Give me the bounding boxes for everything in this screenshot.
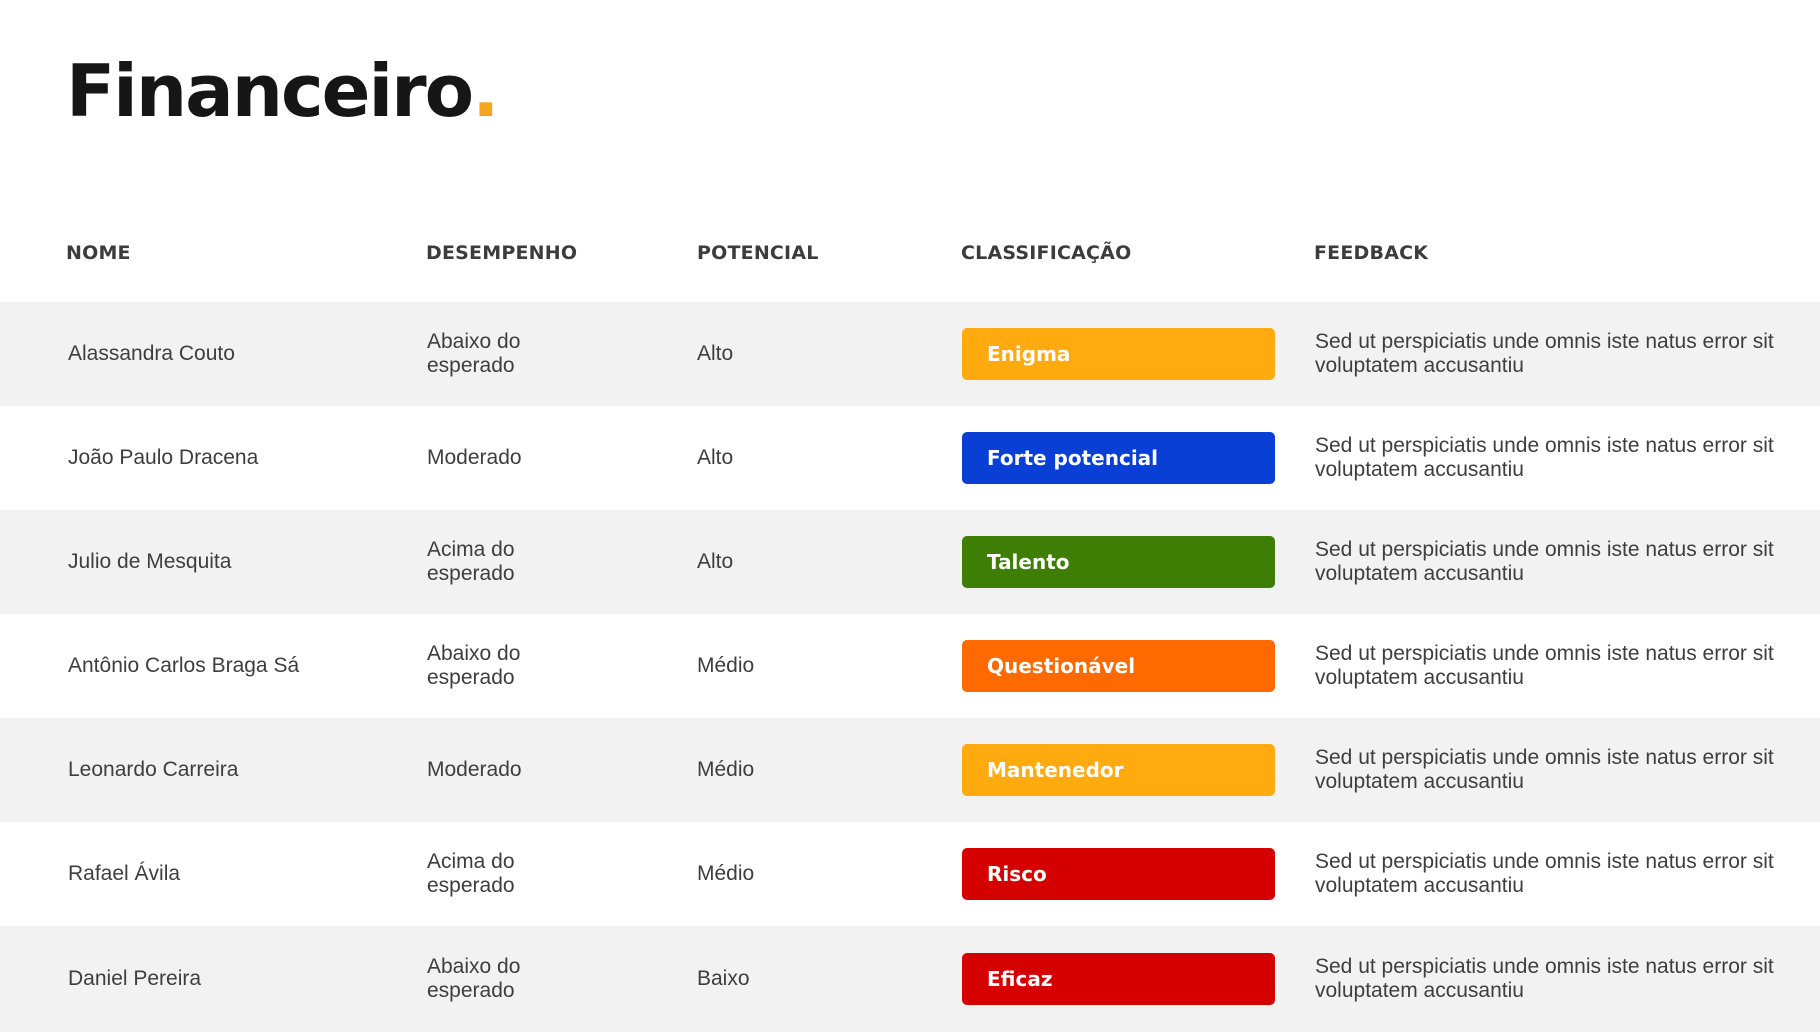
column-header-classificacao: CLASSIFICAÇÃO: [961, 242, 1132, 264]
cell-potencial: Médio: [697, 862, 755, 885]
classification-badge: Talento: [962, 536, 1275, 588]
table-row: [0, 510, 1820, 614]
table-row: [0, 822, 1820, 926]
cell-feedback: Sed ut perspiciatis unde omnis iste natus error sit voluptatem accusantiu: [1315, 330, 1774, 377]
cell-classificacao: [962, 744, 1275, 796]
page-title: [66, 48, 498, 134]
table-row: [0, 614, 1820, 718]
cell-feedback: Sed ut perspiciatis unde omnis iste natus error sit voluptatem accusantiu: [1315, 746, 1774, 793]
cell-classificacao: [962, 640, 1275, 692]
cell-classificacao: [962, 432, 1275, 484]
cell-desempenho: Acima do esperado: [427, 538, 515, 585]
classification-badge: Enigma: [962, 328, 1275, 380]
cell-potencial: Alto: [697, 446, 734, 469]
cell-feedback: Sed ut perspiciatis unde omnis iste natus error sit voluptatem accusantiu: [1315, 538, 1774, 585]
classification-badge: Risco: [962, 848, 1275, 900]
table-header: [0, 206, 1820, 302]
cell-classificacao: [962, 953, 1275, 1005]
cell-nome: Rafael Ávila: [68, 862, 181, 885]
cell-feedback: Sed ut perspiciatis unde omnis iste natus error sit voluptatem accusantiu: [1315, 642, 1774, 689]
classification-badge: Forte potencial: [962, 432, 1275, 484]
cell-desempenho: Moderado: [427, 758, 522, 781]
page-title-dot: .: [472, 49, 498, 133]
page-title-text: Financeiro: [66, 49, 473, 133]
cell-classificacao: [962, 848, 1275, 900]
cell-classificacao: [962, 536, 1275, 588]
cell-potencial: Médio: [697, 654, 755, 677]
table-row: [0, 926, 1820, 1032]
cell-feedback: Sed ut perspiciatis unde omnis iste natus error sit voluptatem accusantiu: [1315, 850, 1774, 897]
table-row: [0, 302, 1820, 406]
cell-nome: João Paulo Dracena: [68, 446, 259, 469]
classification-badge: Mantenedor: [962, 744, 1275, 796]
cell-nome: Leonardo Carreira: [68, 758, 239, 781]
cell-feedback: Sed ut perspiciatis unde omnis iste natus error sit voluptatem accusantiu: [1315, 955, 1774, 1002]
cell-desempenho: Abaixo do esperado: [427, 642, 521, 689]
table-row: [0, 718, 1820, 822]
column-header-feedback: FEEDBACK: [1314, 242, 1429, 264]
cell-feedback: Sed ut perspiciatis unde omnis iste natus error sit voluptatem accusantiu: [1315, 434, 1774, 481]
cell-desempenho: Moderado: [427, 446, 522, 469]
cell-potencial: Baixo: [697, 967, 750, 990]
cell-potencial: Alto: [697, 342, 734, 365]
cell-nome: Julio de Mesquita: [68, 550, 232, 573]
cell-potencial: Médio: [697, 758, 755, 781]
classification-badge: Eficaz: [962, 953, 1275, 1005]
cell-desempenho: Abaixo do esperado: [427, 955, 521, 1002]
cell-potencial: Alto: [697, 550, 734, 573]
evaluation-table: [0, 206, 1820, 1032]
column-header-potencial: POTENCIAL: [697, 242, 819, 264]
classification-badge: Questionável: [962, 640, 1275, 692]
cell-desempenho: Abaixo do esperado: [427, 330, 521, 377]
cell-nome: Daniel Pereira: [68, 967, 202, 990]
column-header-nome: NOME: [66, 242, 131, 264]
table-row: [0, 406, 1820, 510]
cell-desempenho: Acima do esperado: [427, 850, 515, 897]
column-header-desempenho: DESEMPENHO: [426, 242, 578, 264]
cell-nome: Alassandra Couto: [68, 342, 235, 365]
cell-classificacao: [962, 328, 1275, 380]
cell-nome: Antônio Carlos Braga Sá: [68, 654, 300, 677]
